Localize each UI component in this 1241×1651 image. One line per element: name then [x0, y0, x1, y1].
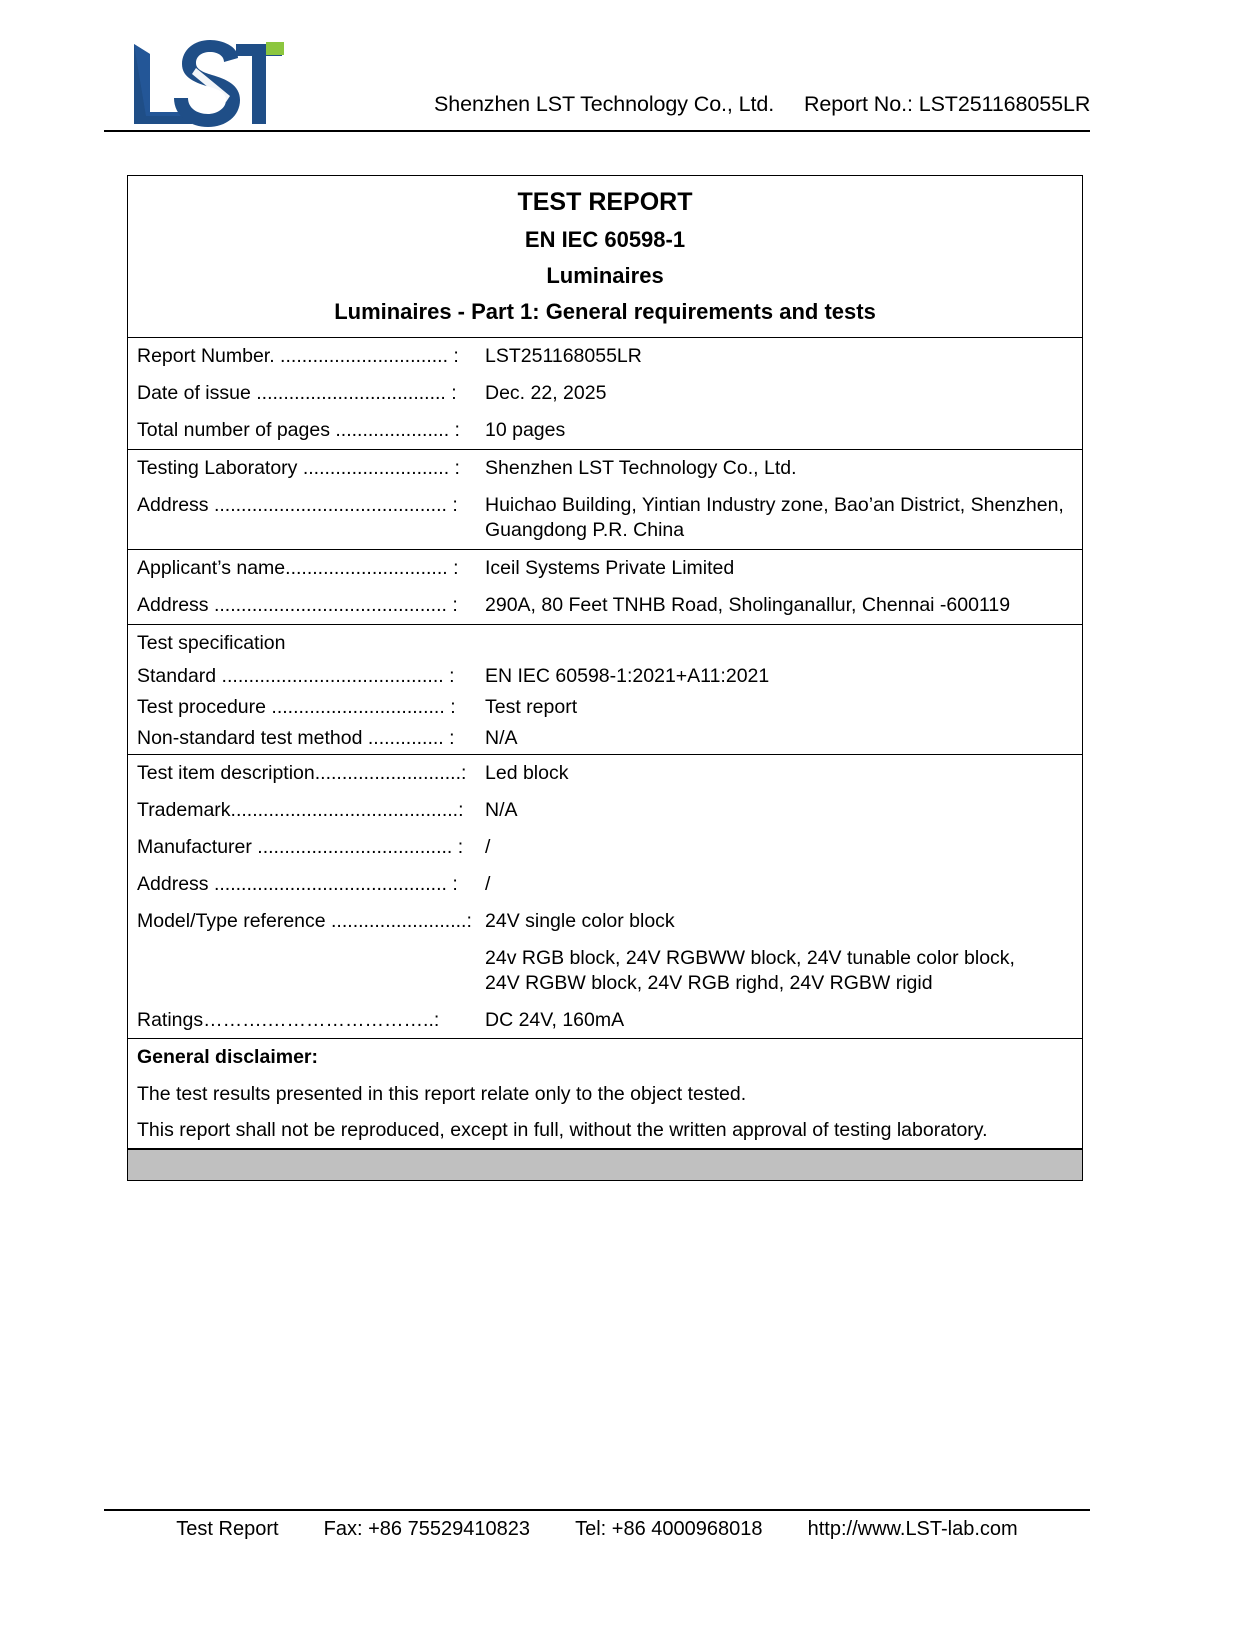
row-value: 10 pages: [485, 418, 566, 441]
row-label: Model/Type reference .........................:: [137, 909, 472, 932]
disclaimer-line-2: This report shall not be reproduced, except in full, without the written approval of testing laboratory.: [137, 1119, 988, 1142]
table-row: [128, 338, 1082, 375]
model-type-primary: 24V single color block: [485, 909, 675, 932]
footer-divider: [104, 1509, 1090, 1511]
grey-footer-bar: [128, 1149, 1082, 1180]
row-label: Applicant’s name.............................. :: [137, 556, 459, 579]
lst-logo-icon: [126, 38, 286, 130]
row-value: Huichao Building, Yintian Industry zone, Bao’an District, Shenzhen, Guangdong P.R. China: [485, 493, 1064, 541]
row-value: N/A: [485, 726, 518, 749]
footer-website[interactable]: http://www.LST-lab.com: [807, 1518, 1018, 1540]
test-specification-heading: Test specification: [137, 631, 286, 654]
row-label: Test item description...........................:: [137, 761, 467, 784]
table-row: [128, 550, 1082, 587]
row-label: Manufacturer .................................... :: [137, 835, 464, 858]
footer-doc-type: Test Report: [176, 1518, 279, 1540]
model-type-extra-line-1: 24v RGB block, 24V RGBWW block, 24V tunable color block,: [485, 946, 1015, 969]
table-row: [128, 829, 1082, 866]
table-row: [128, 661, 1082, 692]
page-footer: [104, 1518, 1090, 1541]
table-row-ratings: [128, 1002, 1082, 1039]
row-label: Trademark..........................................:: [137, 798, 464, 821]
report-title-line-3: Luminaires: [546, 263, 664, 288]
row-value: EN IEC 60598-1:2021+A11:2021: [485, 664, 770, 687]
row-value: Led block: [485, 761, 569, 784]
row-value: /: [485, 872, 491, 895]
row-label: Date of issue ................................... :: [137, 381, 457, 404]
table-row: [128, 792, 1082, 829]
header-company-name: Shenzhen LST Technology Co., Ltd.: [434, 92, 775, 116]
disclaimer-heading: General disclaimer:: [137, 1046, 319, 1069]
footer-fax: Fax: +86 75529410823: [323, 1518, 530, 1540]
row-value: [473, 946, 1082, 996]
table-row: [128, 692, 1082, 723]
row-label: Testing Laboratory ........................... :: [137, 456, 460, 479]
table-row: [128, 587, 1082, 624]
row-value: 290A, 80 Feet TNHB Road, Sholinganallur, Chennai -600119: [485, 593, 1011, 616]
row-value: Test report: [485, 695, 578, 718]
row-value: [473, 909, 1082, 934]
testing-laboratory-section: [128, 450, 1082, 550]
row-label: Address ........................................... :: [137, 593, 458, 616]
row-value: N/A: [485, 798, 518, 821]
table-row: [128, 723, 1082, 754]
row-label: Address ........................................... :: [137, 872, 458, 895]
table-row: [128, 487, 1082, 549]
row-value: DC 24V, 160mA: [485, 1008, 625, 1031]
report-table: [127, 175, 1083, 1181]
page-header: [104, 30, 1090, 132]
footer-tel: Tel: +86 4000968018: [575, 1518, 763, 1540]
row-label: Test procedure ................................ :: [137, 695, 456, 718]
row-label: Address ........................................... :: [137, 493, 458, 516]
table-row-model-type: [128, 903, 1082, 940]
test-specification-section: [128, 625, 1082, 755]
row-label: Standard ......................................... :: [137, 664, 455, 687]
header-divider: [104, 130, 1090, 132]
model-type-extra-line-2: 24V RGBW block, 24V RGB righd, 24V RGBW rigid: [485, 971, 933, 994]
table-row: [128, 866, 1082, 903]
row-value: LST251168055LR: [485, 345, 642, 367]
report-info-section: [128, 338, 1082, 450]
table-row: [128, 450, 1082, 487]
row-value: Shenzhen LST Technology Co., Ltd.: [485, 456, 797, 479]
applicant-section: [128, 550, 1082, 625]
row-label: Report Number. ............................... :: [137, 345, 459, 367]
general-disclaimer-section: [128, 1039, 1082, 1149]
row-label: Non-standard test method .............. :: [137, 726, 455, 749]
row-value: Iceil Systems Private Limited: [485, 556, 735, 579]
table-row: [128, 755, 1082, 792]
report-title-line-2: EN IEC 60598-1: [524, 227, 686, 252]
row-label: Ratings……….……………………..:: [137, 1008, 440, 1031]
header-report-number: Report No.: LST251168055LR: [804, 92, 1091, 116]
row-value: Dec. 22, 2025: [485, 381, 607, 404]
row-label: Total number of pages ..................... :: [137, 418, 460, 441]
table-row-model-type-extra: [128, 940, 1082, 1002]
disclaimer-line-1: The test results presented in this report relate only to the object tested.: [137, 1082, 747, 1105]
table-row: [128, 412, 1082, 449]
report-title-line-1: TEST REPORT: [517, 188, 693, 216]
report-title-block: [128, 176, 1082, 338]
test-item-section: [128, 755, 1082, 1040]
report-title-line-4: Luminaires - Part 1: General requirements and tests: [334, 299, 876, 324]
table-row: [128, 375, 1082, 412]
row-value: /: [485, 835, 491, 858]
